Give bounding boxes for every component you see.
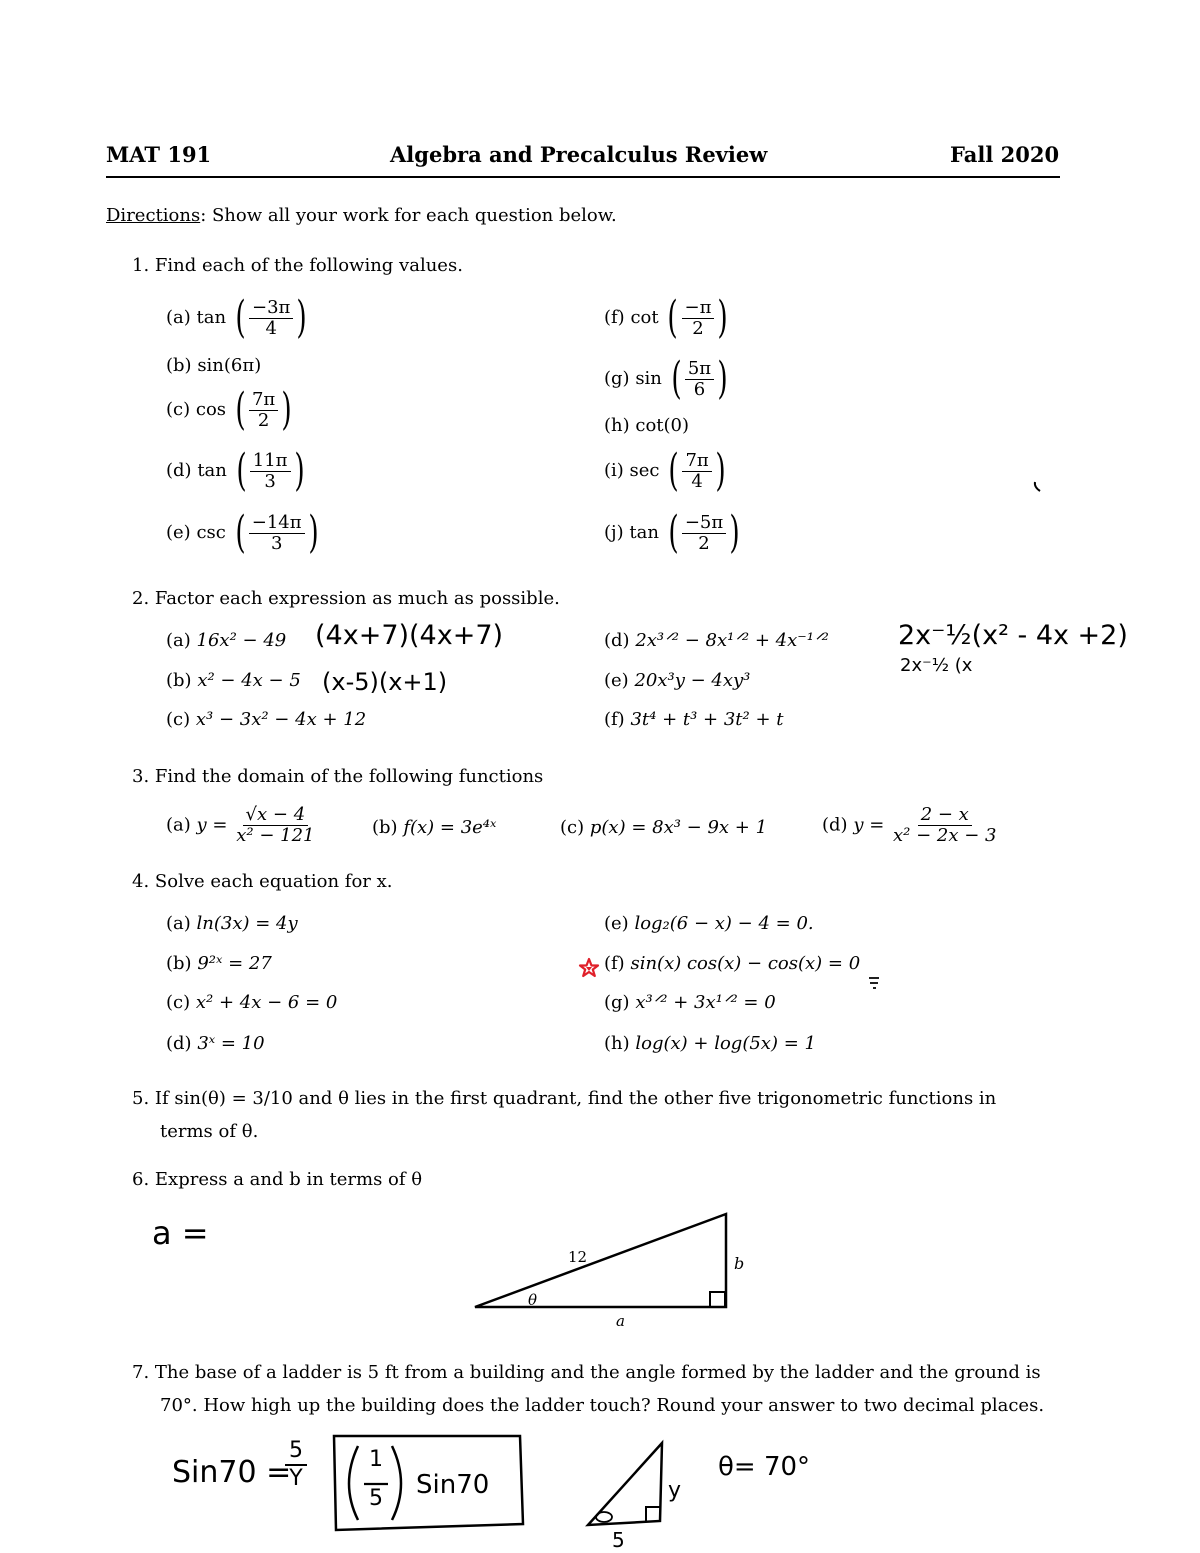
- function-name: sec: [629, 460, 660, 481]
- underline-marks: [866, 974, 886, 994]
- handwritten-theta-70: θ= 70°: [718, 1452, 811, 1482]
- fraction-denominator: 2: [698, 532, 710, 554]
- expression: x³ᐟ² + 3x¹ᐟ² = 0: [635, 992, 776, 1013]
- expression: ln(3x) = 4y: [196, 913, 298, 934]
- function-name: cot: [630, 307, 659, 328]
- q1-a: (a) tan ( $\frac{-3\pi}{4}$ ): [166, 292, 308, 343]
- item-label: (b): [166, 355, 192, 376]
- function-name: cos: [195, 399, 227, 420]
- q3-prompt: [132, 766, 543, 788]
- q7-text: The base of a ladder is 5 ft from a building and the angle formed by the ladder and the ground is: [154, 1362, 1041, 1383]
- item-label: (a): [166, 814, 191, 836]
- q2-d: [604, 630, 829, 652]
- item-label: (a): [166, 630, 191, 651]
- item-label: (c): [560, 817, 585, 838]
- q7-line1: [132, 1362, 1041, 1384]
- q3-number: 3.: [132, 766, 150, 787]
- expression: 16x² − 49: [196, 630, 287, 651]
- item-label: (f): [604, 709, 625, 730]
- expression: x² − 4x − 5: [197, 670, 301, 691]
- q1-j: (j) tan ( $\frac{-5\pi}{2}$ ): [604, 507, 740, 558]
- item-label: (d): [604, 630, 630, 651]
- q3-c: [560, 817, 767, 839]
- sketch-base-label: 5: [612, 1528, 625, 1552]
- handwritten-answer-2d-line1: 2x⁻½(x² - 4x +2): [898, 620, 1128, 651]
- side-a-label: a: [616, 1312, 625, 1330]
- item-label: (d): [822, 814, 848, 836]
- directions-text: : Show all your work for each question below.: [200, 205, 617, 226]
- q4-d: [166, 1033, 265, 1055]
- q1-h: [604, 415, 689, 437]
- fraction-denominator: 3: [270, 532, 283, 554]
- course-code: MAT 191: [106, 142, 212, 167]
- fraction-denominator: 2: [257, 409, 270, 431]
- fraction-numerator: 5π: [685, 359, 714, 380]
- q1-text: Find each of the following values.: [154, 255, 463, 276]
- item-label: (a): [166, 913, 191, 934]
- q2-c: [166, 709, 366, 731]
- item-label: (g): [604, 368, 630, 389]
- handwritten-fraction: [285, 1438, 307, 1492]
- side-b-label: b: [734, 1254, 745, 1273]
- q6-number: 6.: [132, 1169, 150, 1190]
- item-label: (g): [604, 992, 630, 1013]
- item-label: (e): [604, 670, 629, 691]
- q5-text: If sin(θ) = 3/10 and θ lies in the first quadrant, find the other five trigonometric functions in: [154, 1088, 997, 1109]
- q3-d: [822, 805, 1000, 846]
- item-label: (c): [166, 399, 191, 420]
- q1-e: (e) csc ( $\frac{-14\pi}{3}$ ): [166, 507, 319, 558]
- handwritten-sin70: Sin70 =: [172, 1455, 292, 1490]
- term: Fall 2020: [950, 142, 1060, 167]
- fraction-numerator: 7π: [249, 390, 278, 411]
- function-name: tan: [196, 307, 227, 328]
- expression: log(x) + log(5x) = 1: [635, 1033, 816, 1054]
- expression: sin(6π): [197, 355, 262, 376]
- expression: f(x) = 3e⁴ˣ: [403, 817, 497, 838]
- fraction-denominator: 3: [264, 470, 276, 492]
- fraction-denominator: Y: [289, 1466, 303, 1491]
- right-angle-mark: [710, 1292, 725, 1307]
- item-label: (b): [372, 817, 398, 838]
- q4-g: [604, 992, 776, 1014]
- q4-e: [604, 913, 814, 935]
- q6-prompt: [132, 1169, 422, 1191]
- q4-c: [166, 992, 337, 1014]
- q5-line2: terms of θ.: [160, 1121, 259, 1142]
- q4-a: [166, 913, 298, 935]
- directions: [106, 205, 617, 227]
- q4-h: [604, 1033, 816, 1055]
- q5-line1: [132, 1088, 996, 1110]
- fraction-numerator: −π: [682, 298, 715, 319]
- expression: x² + 4x − 6 = 0: [195, 992, 338, 1013]
- item-label: (f): [604, 953, 625, 974]
- fraction-numerator: −3π: [249, 298, 293, 319]
- expression: 20x³y − 4xy³: [634, 670, 751, 691]
- q1-prompt: [132, 255, 463, 277]
- fraction-numerator: 7π: [682, 451, 711, 472]
- fraction-numerator: −14π: [249, 513, 305, 534]
- angle-theta-label: θ: [528, 1291, 538, 1309]
- item-label: (b): [166, 953, 192, 974]
- expression-lhs: y =: [196, 814, 228, 836]
- fraction-denominator: 4: [691, 470, 703, 492]
- q4-text: Solve each equation for x.: [154, 871, 393, 892]
- handwritten-answer-2b: (x-5)(x+1): [322, 668, 448, 696]
- item-label: (d): [166, 460, 192, 481]
- q2-number: 2.: [132, 588, 150, 609]
- expression: 3ˣ = 10: [197, 1033, 265, 1054]
- box-sin70: Sin70: [416, 1470, 490, 1500]
- q6-text: Express a and b in terms of θ: [154, 1169, 423, 1190]
- q1-d: (d) tan ( $\frac{11\pi}{3}$ ): [166, 445, 305, 496]
- q2-e: [604, 670, 750, 692]
- q1-g: (g) sin ( $\frac{5\pi}{6}$ ): [604, 353, 728, 404]
- hypotenuse-label: 12: [568, 1248, 588, 1266]
- red-star-icon: [578, 957, 600, 979]
- q2-b: [166, 670, 301, 692]
- item-label: (c): [166, 709, 191, 730]
- expression: log₂(6 − x) − 4 = 0.: [634, 913, 814, 934]
- q2-text: Factor each expression as much as possible.: [154, 588, 560, 609]
- item-label: (f): [604, 307, 625, 328]
- expression: sin(x) cos(x) − cos(x) = 0: [630, 953, 861, 974]
- handwritten-answer-2a: (4x+7)(4x+7): [315, 620, 504, 651]
- stray-pen-mark: [1030, 480, 1050, 500]
- function-name: tan: [629, 522, 659, 543]
- handwritten-answer-2d-line2: 2x⁻½ (x: [900, 655, 973, 676]
- item-label: (j): [604, 522, 624, 543]
- item-label: (h): [604, 415, 630, 436]
- item-label: (e): [604, 913, 629, 934]
- q3-a: [166, 805, 317, 846]
- q4-b: [166, 953, 272, 975]
- q4-number: 4.: [132, 871, 150, 892]
- q2-a: [166, 630, 286, 652]
- handwritten-a-equals: a =: [152, 1214, 209, 1252]
- fraction-denominator: 2: [692, 317, 704, 339]
- function-name: csc: [196, 522, 226, 543]
- q3-b: [372, 817, 496, 839]
- document-title: Algebra and Precalculus Review: [390, 142, 768, 167]
- expression: 9²ˣ = 27: [197, 953, 272, 974]
- item-label: (c): [166, 992, 191, 1013]
- q4-prompt: [132, 871, 393, 893]
- q1-i: (i) sec ( $\frac{7\pi}{4}$ ): [604, 445, 726, 496]
- fraction-numerator: √x − 4: [243, 805, 309, 826]
- q1-b: [166, 355, 261, 377]
- expression: 2x³ᐟ² − 8x¹ᐟ² + 4x⁻¹ᐟ²: [635, 630, 829, 651]
- q2-f: [604, 709, 784, 731]
- expression: x³ − 3x² − 4x + 12: [195, 709, 367, 730]
- box-fraction-denominator: 5: [369, 1486, 383, 1511]
- item-label: (i): [604, 460, 624, 481]
- q1-f: (f) cot ( $\frac{-\pi}{2}$ ): [604, 292, 729, 343]
- fraction-denominator: x² − 2x − 3: [893, 825, 997, 846]
- right-triangle-diagram: [470, 1205, 760, 1335]
- fraction-numerator: 2 − x: [918, 805, 972, 826]
- item-label: (h): [604, 1033, 630, 1054]
- directions-label: Directions: [106, 205, 201, 226]
- item-label: (e): [166, 522, 191, 543]
- q7-number: 7.: [132, 1362, 150, 1383]
- q3-text: Find the domain of the following functions: [154, 766, 544, 787]
- header-rule: [106, 176, 1060, 178]
- expression: 3t⁴ + t³ + 3t² + t: [630, 709, 784, 730]
- expression: p(x) = 8x³ − 9x + 1: [589, 817, 768, 838]
- fraction-denominator: 6: [693, 378, 706, 400]
- fraction-denominator: 4: [265, 317, 277, 339]
- triangle-outline: [475, 1214, 726, 1307]
- fraction-numerator: −5π: [682, 513, 726, 534]
- fraction-numerator: 11π: [250, 451, 291, 472]
- expression: cot(0): [635, 415, 690, 436]
- item-label: (a): [166, 307, 191, 328]
- q4-f: [604, 953, 860, 975]
- item-label: (b): [166, 670, 192, 691]
- q5-number: 5.: [132, 1088, 150, 1109]
- function-name: tan: [197, 460, 227, 481]
- expression-lhs: y =: [853, 814, 885, 836]
- fraction-denominator: x² − 121: [236, 825, 315, 846]
- q2-prompt: [132, 588, 560, 610]
- q1-c: (c) cos ( $\frac{7\pi}{2}$ ): [166, 384, 292, 435]
- sketch-y-label: y: [668, 1478, 682, 1503]
- q1-number: 1.: [132, 255, 150, 276]
- item-label: (d): [166, 1033, 192, 1054]
- box-fraction-numerator: 1: [369, 1447, 383, 1472]
- q7-line2: 70°. How high up the building does the ladder touch? Round your answer to two decimal places.: [160, 1395, 1045, 1416]
- fraction-numerator: 5: [285, 1438, 307, 1466]
- function-name: sin: [635, 368, 662, 389]
